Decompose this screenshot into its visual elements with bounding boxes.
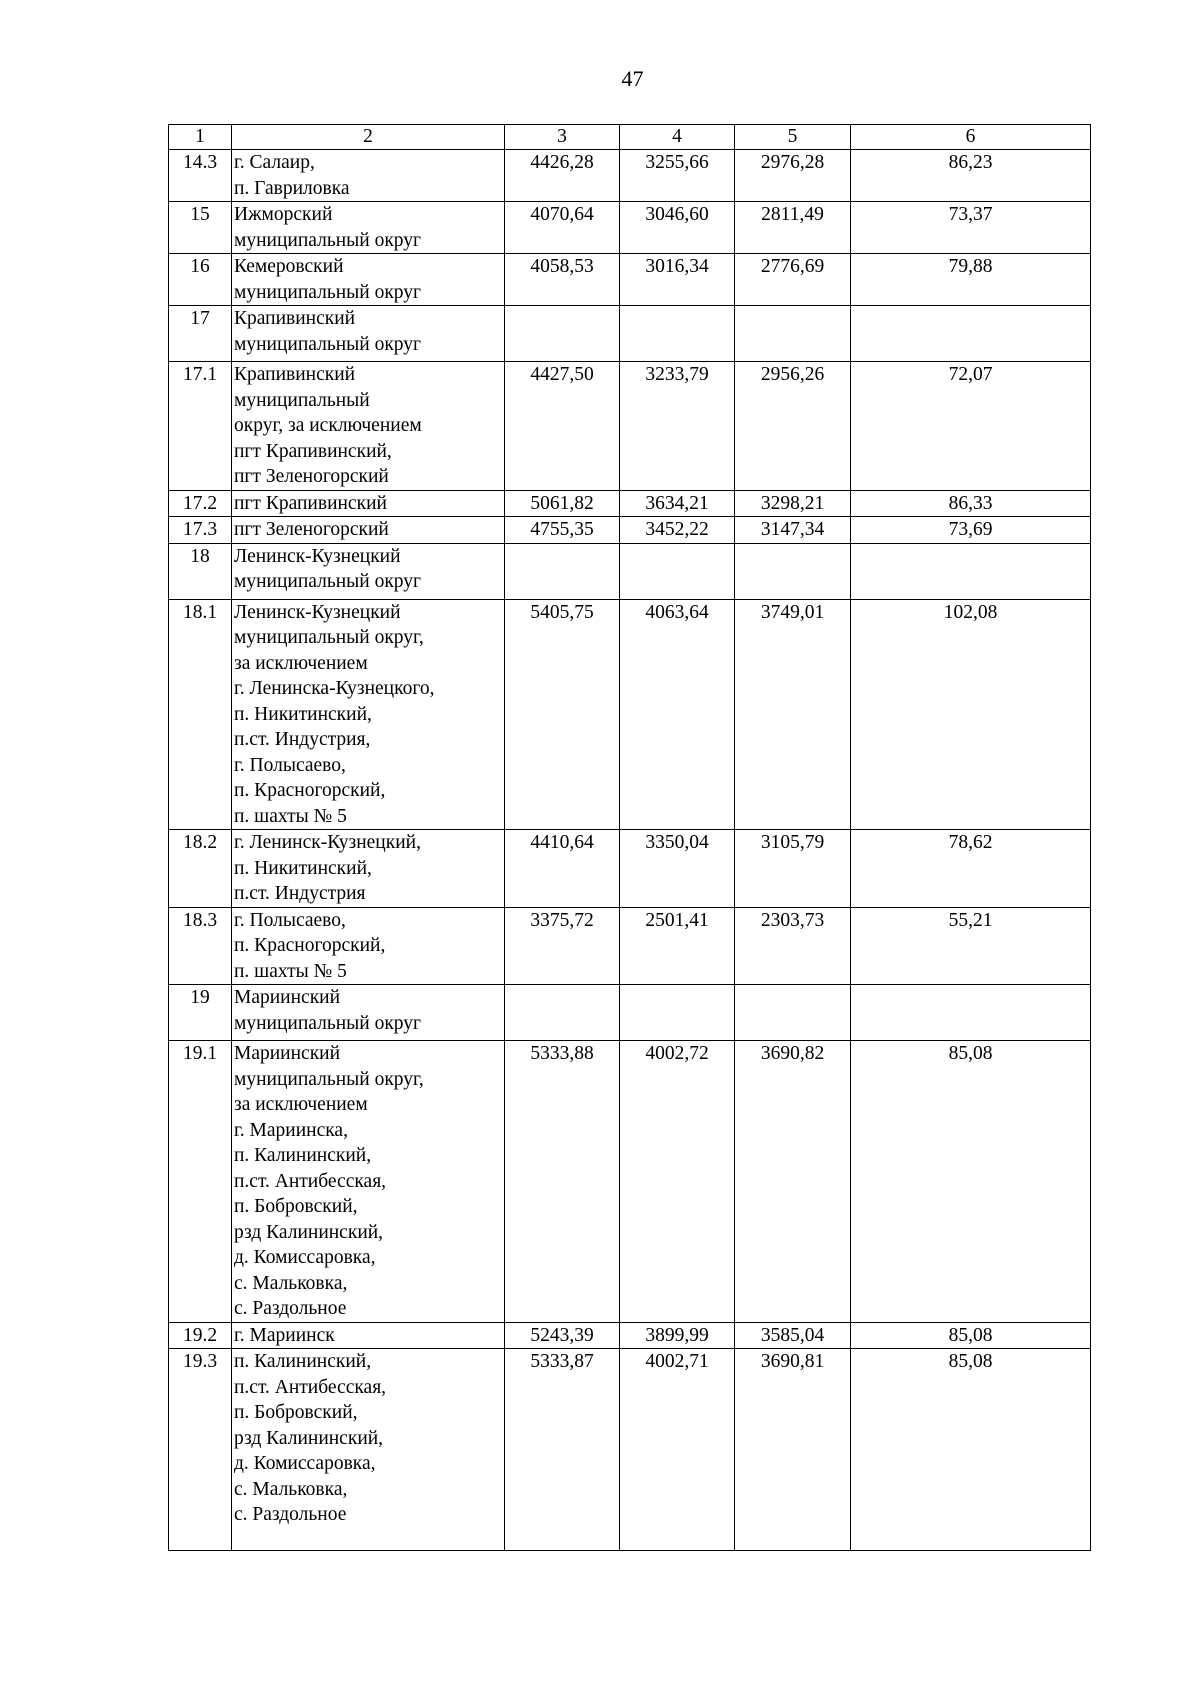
value-cell-v4: 3899,99 [620, 1322, 735, 1349]
territory-name-line: Крапивинский [234, 308, 356, 329]
territory-name-line: Ижморский [234, 204, 333, 225]
territory-name-line: муниципальный округ [234, 333, 422, 355]
territory-name-cell [232, 599, 505, 830]
value-cell-v3: 4426,28 [505, 150, 620, 202]
territory-name-line: п. шахты № 5 [234, 960, 347, 982]
header-cell: 2 [232, 125, 505, 150]
table-row [169, 907, 1091, 985]
territory-name-cell [232, 362, 505, 491]
row-spacer [234, 1528, 502, 1550]
value-cell-v5: 2976,28 [735, 150, 851, 202]
table-row [169, 490, 1091, 517]
value-cell-v6: 79,88 [851, 254, 1091, 306]
table-row [169, 599, 1091, 830]
row-number-cell: 14.3 [169, 150, 232, 202]
territory-name-line: г. Мариинск [234, 1324, 335, 1346]
value-cell-v3: 5405,75 [505, 599, 620, 830]
value-cell-v4: 3016,34 [620, 254, 735, 306]
header-cell: 4 [620, 125, 735, 150]
territory-name-line: п. Красногорский, [234, 780, 386, 801]
value-cell-v5: 3105,79 [735, 830, 851, 908]
value-cell-v5: 2811,49 [735, 202, 851, 254]
value-cell-v5: 3298,21 [735, 490, 851, 517]
value-cell-v4 [620, 543, 735, 599]
value-cell-v6: 72,07 [851, 362, 1091, 491]
value-cell-v3 [505, 306, 620, 362]
territory-name-cell [232, 1041, 505, 1323]
territory-name-line: с. Раздольное [234, 1298, 347, 1319]
value-cell-v4: 3233,79 [620, 362, 735, 491]
territory-name-cell [232, 306, 505, 362]
territory-name-line: п. Никитинский, [234, 703, 372, 725]
territory-name-line: Крапивинский [234, 364, 356, 385]
value-cell-v4: 3255,66 [620, 150, 735, 202]
row-number-cell: 17 [169, 306, 232, 362]
value-cell-v6: 73,69 [851, 517, 1091, 544]
territory-name-line: муниципальный округ [234, 229, 422, 251]
territory-name-cell [232, 254, 505, 306]
header-cell: 6 [851, 125, 1091, 150]
territory-name-line: Мариинский [234, 1043, 341, 1064]
territory-name-line: с. Раздольное [234, 1504, 347, 1525]
territory-name-line: муниципальный округ [234, 571, 422, 592]
table-row [169, 985, 1091, 1041]
territory-name-line: д. Комиссаровка, [234, 1453, 376, 1474]
territory-name-cell [232, 202, 505, 254]
header-cell: 1 [169, 125, 232, 150]
territory-name-line: г. Салаир, [234, 152, 315, 173]
table-row [169, 254, 1091, 306]
territory-name-cell [232, 985, 505, 1041]
value-cell-v5 [735, 543, 851, 599]
value-cell-v5: 3147,34 [735, 517, 851, 544]
territory-name-line: Мариинский [234, 987, 341, 1008]
value-cell-v3: 4070,64 [505, 202, 620, 254]
row-number-cell: 18.3 [169, 907, 232, 985]
territory-name-line: муниципальный округ [234, 1012, 422, 1034]
row-number-cell: 17.1 [169, 362, 232, 491]
territory-name-cell [232, 490, 505, 517]
territory-name-line: рзд Калининский, [234, 1427, 384, 1449]
row-number-cell: 18.2 [169, 830, 232, 908]
territory-name-cell [232, 517, 505, 544]
territory-name-line: муниципальный округ [234, 281, 422, 303]
value-cell-v6 [851, 543, 1091, 599]
territory-name-line: за исключением [234, 652, 368, 674]
territory-name-line: пгт Крапивинский, [234, 440, 392, 462]
row-number-cell: 19.2 [169, 1322, 232, 1349]
value-cell-v6: 55,21 [851, 907, 1091, 985]
table-body [169, 125, 1091, 1551]
value-cell-v6: 78,62 [851, 830, 1091, 908]
table-row [169, 1349, 1091, 1551]
table-row [169, 202, 1091, 254]
territory-name-cell [232, 150, 505, 202]
territory-name-cell [232, 830, 505, 908]
table-header-row [169, 125, 1091, 150]
row-number-cell: 18.1 [169, 599, 232, 830]
header-cell: 3 [505, 125, 620, 150]
value-cell-v6: 102,08 [851, 599, 1091, 830]
territory-name-line: п.ст. Индустрия [234, 883, 366, 904]
territory-name-line: муниципальный [234, 389, 370, 411]
row-number-cell: 17.3 [169, 517, 232, 544]
row-number-cell: 15 [169, 202, 232, 254]
value-cell-v6: 86,33 [851, 490, 1091, 517]
territory-name-line: пгт Зеленогорский [234, 519, 389, 540]
row-number-cell: 19.1 [169, 1041, 232, 1323]
value-cell-v3 [505, 543, 620, 599]
territory-name-line: п.ст. Антибесская, [234, 1170, 387, 1192]
territory-name-line: п. Калининский, [234, 1145, 372, 1166]
territory-name-line: пгт Зеленогорский [234, 466, 389, 487]
territory-name-line: муниципальный округ, [234, 627, 424, 648]
territory-name-line: г. Полысаево, [234, 909, 346, 931]
territory-name-line: п. Красногорский, [234, 935, 386, 956]
territory-name-line: п. Калининский, [234, 1351, 372, 1372]
table-row [169, 362, 1091, 491]
territory-name-line: округ, за исключением [234, 415, 422, 436]
value-cell-v5 [735, 306, 851, 362]
value-cell-v3: 3375,72 [505, 907, 620, 985]
value-cell-v5: 3690,81 [735, 1349, 851, 1551]
value-cell-v5: 3749,01 [735, 599, 851, 830]
value-cell-v5: 3585,04 [735, 1322, 851, 1349]
value-cell-v5: 2776,69 [735, 254, 851, 306]
page-number: 47 [621, 66, 644, 91]
row-spacer [234, 1036, 502, 1040]
territory-name-cell [232, 1349, 505, 1551]
table-row [169, 306, 1091, 362]
value-cell-v6: 85,08 [851, 1041, 1091, 1323]
territory-name-line: пгт Крапивинский [234, 492, 387, 514]
value-cell-v6: 86,23 [851, 150, 1091, 202]
value-cell-v4: 2501,41 [620, 907, 735, 985]
value-cell-v5: 3690,82 [735, 1041, 851, 1323]
territory-name-line: Кемеровский [234, 256, 344, 277]
value-cell-v4: 3452,22 [620, 517, 735, 544]
territory-name-line: за исключением [234, 1094, 368, 1115]
value-cell-v3: 4427,50 [505, 362, 620, 491]
table-row [169, 150, 1091, 202]
territory-name-cell [232, 907, 505, 985]
value-cell-v3: 5333,88 [505, 1041, 620, 1323]
row-spacer [234, 357, 502, 361]
territory-name-line: п. Никитинский, [234, 857, 372, 879]
value-cell-v5: 2956,26 [735, 362, 851, 491]
territory-name-line: рзд Калининский, [234, 1221, 384, 1243]
value-cell-v3: 4755,35 [505, 517, 620, 544]
header-cell: 5 [735, 125, 851, 150]
value-cell-v5 [735, 985, 851, 1041]
value-cell-v4: 3046,60 [620, 202, 735, 254]
value-cell-v5: 2303,73 [735, 907, 851, 985]
territory-name-line: п. Бобровский, [234, 1402, 358, 1423]
value-cell-v4: 4002,71 [620, 1349, 735, 1551]
value-cell-v4 [620, 306, 735, 362]
value-cell-v3: 5333,87 [505, 1349, 620, 1551]
row-number-cell: 17.2 [169, 490, 232, 517]
territory-name-line: г. Полысаево, [234, 754, 346, 776]
value-cell-v4 [620, 985, 735, 1041]
territory-name-line: п. Бобровский, [234, 1196, 358, 1217]
value-cell-v3: 5243,39 [505, 1322, 620, 1349]
value-cell-v6: 85,08 [851, 1349, 1091, 1551]
territory-name-cell [232, 1322, 505, 1349]
territory-name-line: г. Ленинска-Кузнецкого, [234, 678, 435, 699]
territory-name-line: п.ст. Антибесская, [234, 1376, 387, 1398]
data-table [168, 124, 1091, 1551]
territory-name-line: г. Мариинска, [234, 1119, 348, 1141]
territory-name-line: п.ст. Индустрия, [234, 729, 371, 750]
value-cell-v6: 85,08 [851, 1322, 1091, 1349]
value-cell-v3: 4058,53 [505, 254, 620, 306]
table-row [169, 1041, 1091, 1323]
value-cell-v4: 3634,21 [620, 490, 735, 517]
territory-name-line: Ленинск-Кузнецкий [234, 545, 401, 567]
value-cell-v3 [505, 985, 620, 1041]
value-cell-v6 [851, 306, 1091, 362]
row-spacer [234, 595, 502, 599]
territory-name-line: с. Мальковка, [234, 1272, 348, 1294]
row-number-cell: 16 [169, 254, 232, 306]
territory-name-line: с. Мальковка, [234, 1478, 348, 1500]
row-number-cell: 18 [169, 543, 232, 599]
value-cell-v6: 73,37 [851, 202, 1091, 254]
table-row [169, 830, 1091, 908]
territory-name-line: п. шахты № 5 [234, 805, 347, 827]
value-cell-v4: 3350,04 [620, 830, 735, 908]
value-cell-v4: 4002,72 [620, 1041, 735, 1323]
table-row [169, 543, 1091, 599]
value-cell-v3: 4410,64 [505, 830, 620, 908]
territory-name-cell [232, 543, 505, 599]
value-cell-v6 [851, 985, 1091, 1041]
territory-name-line: д. Комиссаровка, [234, 1247, 376, 1268]
row-number-cell: 19 [169, 985, 232, 1041]
table-row [169, 1322, 1091, 1349]
value-cell-v4: 4063,64 [620, 599, 735, 830]
territory-name-line: Ленинск-Кузнецкий [234, 601, 401, 623]
territory-name-line: муниципальный округ, [234, 1068, 424, 1090]
territory-name-line: г. Ленинск-Кузнецкий, [234, 832, 421, 853]
territory-name-line: п. Гавриловка [234, 177, 350, 199]
table-row [169, 517, 1091, 544]
value-cell-v3: 5061,82 [505, 490, 620, 517]
row-number-cell: 19.3 [169, 1349, 232, 1551]
